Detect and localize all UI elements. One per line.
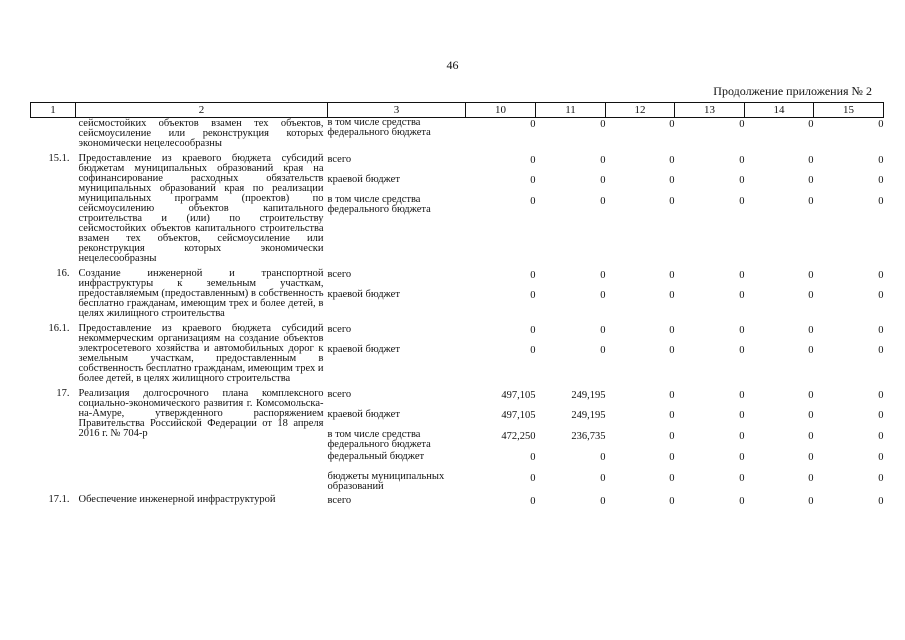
value: 0 bbox=[669, 431, 675, 442]
value: 0 bbox=[808, 196, 814, 207]
value-cell bbox=[814, 118, 884, 154]
funding-source-label: в том числе средства федерального бюджета bbox=[327, 117, 431, 138]
value: 0 bbox=[669, 473, 675, 484]
value: 0 bbox=[600, 345, 606, 356]
header-cell: 14 bbox=[745, 103, 814, 118]
funding-source-label: всего bbox=[327, 495, 352, 506]
budget-table bbox=[30, 102, 884, 516]
value: 0 bbox=[878, 345, 884, 356]
value-cell bbox=[606, 268, 675, 323]
value-cell bbox=[466, 494, 536, 516]
row-description: Создание инженерной и транспортной инфраструктуры к земельным участкам, предоставляемым (предоставленным) в собственность бесплатно гражданам, имеющим трех и более детей, в целях жилищного строительства bbox=[78, 268, 324, 319]
value: 0 bbox=[600, 270, 606, 281]
value-cell bbox=[536, 388, 606, 494]
value: 0 bbox=[808, 345, 814, 356]
row-number: 17. bbox=[56, 388, 70, 399]
funding-source-label: всего bbox=[327, 269, 352, 280]
row-number: 16.1. bbox=[48, 323, 70, 334]
table-row bbox=[31, 323, 884, 388]
value: 0 bbox=[808, 452, 814, 463]
value-cell bbox=[814, 268, 884, 323]
value: 0 bbox=[530, 270, 536, 281]
value: 0 bbox=[739, 410, 745, 421]
header-cell: 11 bbox=[536, 103, 606, 118]
value: 0 bbox=[669, 119, 675, 130]
value: 0 bbox=[669, 175, 675, 186]
value: 0 bbox=[600, 196, 606, 207]
value-cell bbox=[675, 153, 745, 268]
value-cell bbox=[536, 118, 606, 154]
value: 0 bbox=[878, 452, 884, 463]
value: 497,105 bbox=[501, 410, 536, 421]
value: 249,195 bbox=[571, 410, 606, 421]
table-row bbox=[31, 494, 884, 516]
value: 0 bbox=[739, 452, 745, 463]
value: 0 bbox=[808, 431, 814, 442]
funding-sources bbox=[328, 388, 466, 494]
continuation-label: Продолжение приложения № 2 bbox=[713, 84, 872, 98]
value: 0 bbox=[808, 390, 814, 401]
value-cell bbox=[466, 323, 536, 388]
value: 472,250 bbox=[501, 431, 536, 442]
value: 0 bbox=[808, 290, 814, 301]
value: 0 bbox=[600, 175, 606, 186]
value: 0 bbox=[600, 290, 606, 301]
value: 0 bbox=[669, 155, 675, 166]
funding-source-label: краевой бюджет bbox=[327, 344, 400, 355]
value: 0 bbox=[808, 270, 814, 281]
value-cell bbox=[536, 323, 606, 388]
value: 0 bbox=[739, 325, 745, 336]
header-cell: 15 bbox=[814, 103, 884, 118]
value-cell bbox=[536, 153, 606, 268]
value: 0 bbox=[808, 473, 814, 484]
value: 0 bbox=[600, 119, 606, 130]
funding-source-label: всего bbox=[327, 324, 352, 335]
header-cell: 13 bbox=[675, 103, 745, 118]
funding-source-label: федеральный бюджет bbox=[327, 451, 425, 462]
header-cell: 1 bbox=[31, 103, 76, 118]
funding-sources bbox=[328, 494, 466, 516]
funding-source-label: всего bbox=[327, 389, 352, 400]
value-cell bbox=[745, 118, 814, 154]
value: 249,195 bbox=[571, 390, 606, 401]
value: 0 bbox=[600, 325, 606, 336]
value: 0 bbox=[878, 119, 884, 130]
value: 0 bbox=[739, 155, 745, 166]
row-number bbox=[31, 118, 76, 154]
value-cell bbox=[466, 268, 536, 323]
page-number: 46 bbox=[446, 58, 459, 72]
value-cell bbox=[606, 323, 675, 388]
value-cell bbox=[814, 388, 884, 494]
value: 0 bbox=[600, 155, 606, 166]
value-cell bbox=[606, 153, 675, 268]
value: 0 bbox=[530, 345, 536, 356]
value: 0 bbox=[739, 196, 745, 207]
value: 0 bbox=[669, 452, 675, 463]
value-cell bbox=[466, 153, 536, 268]
value: 0 bbox=[808, 119, 814, 130]
value-cell bbox=[675, 323, 745, 388]
table-row bbox=[31, 153, 884, 268]
value: 0 bbox=[669, 410, 675, 421]
value: 0 bbox=[739, 175, 745, 186]
value: 0 bbox=[808, 325, 814, 336]
value: 0 bbox=[530, 119, 536, 130]
value: 0 bbox=[669, 196, 675, 207]
header-cell: 12 bbox=[606, 103, 675, 118]
funding-source-label: краевой бюджет bbox=[327, 409, 400, 420]
value: 0 bbox=[878, 473, 884, 484]
value-cell bbox=[745, 323, 814, 388]
value-cell bbox=[536, 494, 606, 516]
value: 0 bbox=[739, 345, 745, 356]
funding-sources bbox=[328, 323, 466, 388]
value: 0 bbox=[669, 325, 675, 336]
value: 0 bbox=[530, 325, 536, 336]
value: 0 bbox=[878, 270, 884, 281]
value-cell bbox=[466, 118, 536, 154]
value: 0 bbox=[739, 390, 745, 401]
value: 0 bbox=[530, 473, 536, 484]
value: 0 bbox=[669, 270, 675, 281]
value: 0 bbox=[669, 290, 675, 301]
value: 0 bbox=[808, 175, 814, 186]
funding-source-label: в том числе средства федерального бюджета bbox=[327, 194, 431, 215]
row-description: Реализация долгосрочного плана комплексного социально-экономического развития г. Комсомольска-на-Амуре, утвержденного распоряжением Правительства Российской Федерации от 18 апреля 2016 г. № 704-р bbox=[78, 388, 324, 439]
funding-source-label: бюджеты муниципальных образований bbox=[327, 471, 445, 492]
value: 0 bbox=[878, 431, 884, 442]
value: 0 bbox=[600, 496, 606, 507]
header-cell: 3 bbox=[328, 103, 466, 118]
funding-sources bbox=[328, 118, 466, 154]
row-number: 16. bbox=[56, 268, 70, 279]
value: 0 bbox=[878, 496, 884, 507]
value: 0 bbox=[530, 175, 536, 186]
header-row bbox=[31, 103, 884, 118]
table-row bbox=[31, 118, 884, 154]
value: 236,735 bbox=[571, 431, 606, 442]
table-body bbox=[31, 118, 884, 517]
value: 0 bbox=[739, 119, 745, 130]
funding-source-label: в том числе средства федерального бюджета bbox=[327, 429, 431, 450]
header-cell: 10 bbox=[466, 103, 536, 118]
funding-sources bbox=[328, 153, 466, 268]
value: 0 bbox=[739, 290, 745, 301]
value: 0 bbox=[878, 325, 884, 336]
row-description: Предоставление из краевого бюджета субсидий некоммерческим организациям на создание объектов электросетевого хозяйства и автомобильных дорог к земельным участкам, предоставленным в собственность бесплатно гражданам, имеющим трех и более детей, в целях жилищного строительства bbox=[78, 323, 324, 384]
row-number: 15.1. bbox=[48, 153, 70, 164]
row-description: Предоставление из краевого бюджета субсидий бюджетам муниципальных образований края на софинансирование расходных обязательств муниципальных образований края по реализации муниципальных программ (проектов) по сейсмоусилению объектов капитального строительства и (или) по строительству сейсмостойких объектов капитального строительства взамен тех объектов, сейсмоусиление или реконструкция которых экономически нецелесообразны bbox=[78, 153, 324, 264]
table-row bbox=[31, 388, 884, 494]
value-cell bbox=[536, 268, 606, 323]
value-cell bbox=[675, 388, 745, 494]
table-row bbox=[31, 268, 884, 323]
value: 0 bbox=[739, 270, 745, 281]
value-cell bbox=[675, 494, 745, 516]
funding-source-label: всего bbox=[327, 154, 352, 165]
value-cell bbox=[675, 268, 745, 323]
value: 0 bbox=[669, 345, 675, 356]
value: 0 bbox=[530, 196, 536, 207]
funding-sources bbox=[328, 268, 466, 323]
row-description: сейсмостойких объектов взамен тех объектов, сейсмоусиление или реконструкция которых экономически нецелесообразны bbox=[78, 118, 324, 149]
row-description: Обеспечение инженерной инфраструктурой bbox=[78, 494, 276, 505]
value: 0 bbox=[530, 290, 536, 301]
value-cell bbox=[745, 388, 814, 494]
value: 0 bbox=[600, 452, 606, 463]
value: 497,105 bbox=[501, 390, 536, 401]
value-cell bbox=[814, 323, 884, 388]
value: 0 bbox=[739, 431, 745, 442]
value: 0 bbox=[808, 410, 814, 421]
value: 0 bbox=[878, 196, 884, 207]
value: 0 bbox=[739, 496, 745, 507]
value-cell bbox=[745, 153, 814, 268]
value-cell bbox=[675, 118, 745, 154]
value: 0 bbox=[669, 390, 675, 401]
value: 0 bbox=[669, 496, 675, 507]
value: 0 bbox=[808, 496, 814, 507]
value-cell bbox=[745, 268, 814, 323]
value: 0 bbox=[808, 155, 814, 166]
header-cell: 2 bbox=[76, 103, 328, 118]
value: 0 bbox=[530, 155, 536, 166]
value-cell bbox=[606, 494, 675, 516]
value: 0 bbox=[530, 452, 536, 463]
value: 0 bbox=[739, 473, 745, 484]
value: 0 bbox=[878, 155, 884, 166]
value: 0 bbox=[878, 390, 884, 401]
value-cell bbox=[466, 388, 536, 494]
value-cell bbox=[814, 153, 884, 268]
funding-source-label: краевой бюджет bbox=[327, 289, 400, 300]
value: 0 bbox=[878, 290, 884, 301]
value: 0 bbox=[878, 410, 884, 421]
value: 0 bbox=[530, 496, 536, 507]
funding-source-label: краевой бюджет bbox=[327, 174, 400, 185]
value: 0 bbox=[878, 175, 884, 186]
value-cell bbox=[814, 494, 884, 516]
value-cell bbox=[606, 388, 675, 494]
value: 0 bbox=[600, 473, 606, 484]
row-number: 17.1. bbox=[48, 494, 70, 505]
value-cell bbox=[745, 494, 814, 516]
value-cell bbox=[606, 118, 675, 154]
